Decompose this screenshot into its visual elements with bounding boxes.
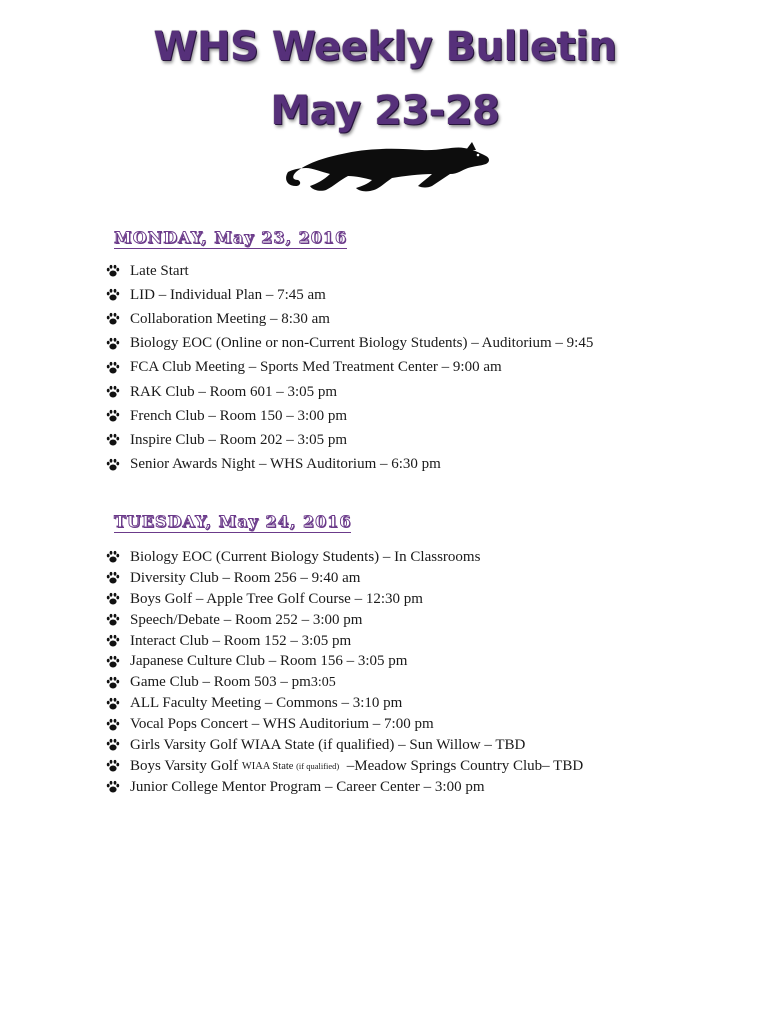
bulletin-date-range: May 23-28: [270, 88, 500, 134]
list-item: [106, 307, 593, 331]
event-text: RAK Club – Room 601 – 3:05 pm: [130, 383, 338, 400]
paw-icon: [106, 759, 120, 773]
paw-icon: [106, 312, 120, 326]
event-text: Vocal Pops Concert – WHS Auditorium – 7:00 pm: [130, 716, 434, 733]
event-text: ALL Faculty Meeting – Commons – 3:10 pm: [130, 695, 403, 712]
list-item: [106, 631, 583, 652]
paw-icon: [106, 409, 120, 423]
event-text: LID – Individual Plan – 7:45 am: [130, 286, 326, 303]
paw-icon: [106, 458, 120, 472]
event-text: Diversity Club – Room 256 – 9:40 am: [130, 569, 361, 586]
list-item: [106, 756, 583, 777]
paw-icon: [106, 385, 120, 399]
bulletin-title: WHS Weekly Bulletin: [153, 24, 617, 70]
paw-icon: [106, 634, 120, 648]
event-text: Girls Varsity Golf WIAA State (if qualified) – Sun Willow – TBD: [130, 736, 526, 753]
paw-icon: [106, 288, 120, 302]
paw-icon: [106, 264, 120, 278]
list-item: [106, 568, 583, 589]
list-item: [106, 259, 593, 283]
monday-event-list: [106, 259, 593, 477]
event-text: Inspire Club – Room 202 – 3:05 pm: [130, 431, 348, 448]
tuesday-event-list: [106, 547, 583, 798]
list-item: [106, 332, 593, 356]
paw-icon: [106, 592, 120, 606]
list-item: [106, 589, 583, 610]
event-text: Senior Awards Night – WHS Auditorium – 6:30 pm: [130, 456, 441, 473]
list-item: [106, 283, 593, 307]
panther-icon: [282, 138, 494, 194]
paw-icon: [106, 571, 120, 585]
event-text: Biology EOC (Online or non-Current Biology Students) – Auditorium – 9:45: [130, 335, 594, 352]
event-text: Japanese Culture Club – Room 156 – 3:05 pm: [130, 653, 408, 670]
paw-icon: [106, 433, 120, 447]
event-text-tiny: (if qualified): [296, 761, 340, 772]
list-item: [106, 777, 583, 798]
paw-icon: [106, 361, 120, 375]
list-item: [106, 693, 583, 714]
list-item: [106, 453, 593, 477]
paw-icon: [106, 655, 120, 669]
event-text-small: WIAA State: [241, 760, 297, 772]
paw-icon: [106, 697, 120, 711]
tuesday-heading: TUESDAY, May 24, 2016: [114, 512, 352, 531]
event-text: Game Club – Room 503 – pm: [130, 674, 311, 691]
event-time-small: 3:05: [310, 674, 336, 690]
event-text: French Club – Room 150 – 3:00 pm: [130, 407, 348, 424]
list-item: [106, 404, 593, 428]
event-text: Late Start: [130, 262, 189, 279]
event-text: Interact Club – Room 152 – 3:05 pm: [130, 632, 352, 649]
list-item: [106, 610, 583, 631]
event-text: Biology EOC (Current Biology Students) – In Classrooms: [130, 548, 481, 565]
event-text: Collaboration Meeting – 8:30 am: [130, 310, 330, 327]
list-item: [106, 547, 583, 568]
monday-heading: MONDAY, May 23, 2016: [114, 228, 348, 247]
event-text: Boys Golf – Apple Tree Golf Course – 12:30 pm: [130, 590, 423, 607]
paw-icon: [106, 613, 120, 627]
event-text: FCA Club Meeting – Sports Med Treatment Center – 9:00 am: [130, 359, 502, 376]
paw-icon: [106, 738, 120, 752]
event-text: –Meadow Springs Country Club– TBD: [339, 757, 584, 774]
list-item: [106, 380, 593, 404]
event-text: Speech/Debate – Room 252 – 3:00 pm: [130, 611, 363, 628]
list-item: [106, 356, 593, 380]
paw-icon: [106, 676, 120, 690]
paw-icon: [106, 337, 120, 351]
event-text: Junior College Mentor Program – Career Center – 3:00 pm: [130, 778, 485, 795]
list-item: [106, 735, 583, 756]
event-text: Boys Varsity Golf: [130, 757, 242, 774]
paw-icon: [106, 718, 120, 732]
list-item: [106, 672, 583, 693]
list-item: [106, 428, 593, 452]
list-item: [106, 714, 583, 735]
paw-icon: [106, 780, 120, 794]
list-item: [106, 651, 583, 672]
paw-icon: [106, 550, 120, 564]
